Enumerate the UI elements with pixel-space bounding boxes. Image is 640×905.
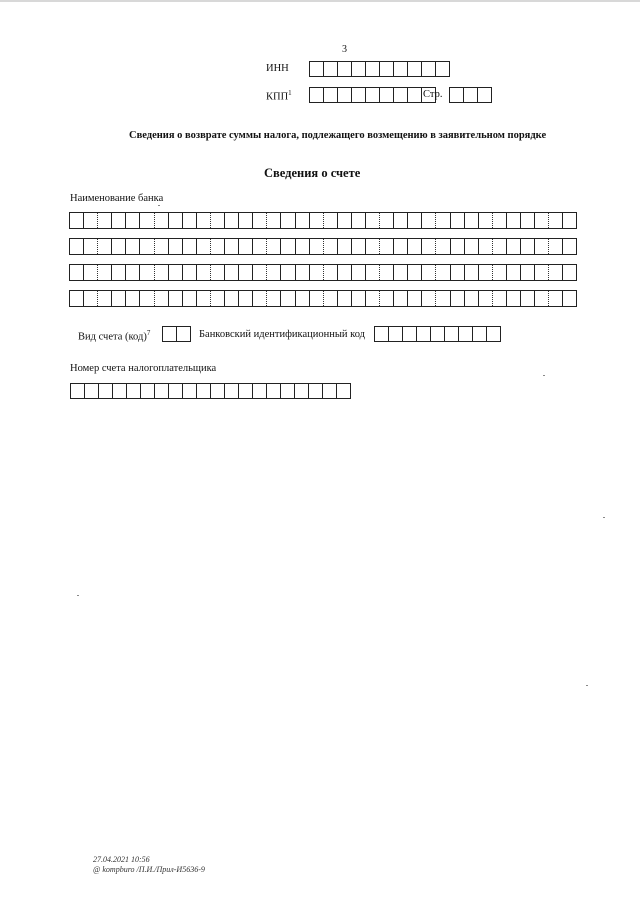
input-cell[interactable]	[407, 265, 421, 280]
scan-speck	[158, 205, 160, 206]
input-cell[interactable]	[393, 265, 407, 280]
input-cell[interactable]	[379, 62, 393, 76]
input-cell[interactable]	[520, 239, 534, 254]
input-cell[interactable]	[374, 327, 388, 341]
account-type-footnote: 7	[146, 329, 151, 337]
input-cell[interactable]	[210, 291, 224, 306]
input-cell[interactable]	[168, 239, 182, 254]
input-cell[interactable]	[111, 213, 125, 228]
input-cell[interactable]	[477, 88, 491, 102]
input-cell[interactable]	[309, 62, 323, 76]
input-cell[interactable]	[402, 327, 416, 341]
input-cell[interactable]	[472, 327, 486, 341]
input-cell[interactable]	[111, 291, 125, 306]
input-cell[interactable]	[252, 265, 266, 280]
input-cell[interactable]	[308, 384, 322, 398]
input-cell[interactable]	[168, 265, 182, 280]
input-cell[interactable]	[463, 88, 477, 102]
input-cell[interactable]	[111, 239, 125, 254]
input-cell[interactable]	[492, 291, 506, 306]
input-cell[interactable]	[562, 265, 576, 280]
input-cell[interactable]	[458, 327, 472, 341]
input-cell[interactable]	[407, 291, 421, 306]
input-cell[interactable]	[464, 291, 478, 306]
input-cell[interactable]	[295, 213, 309, 228]
input-cell[interactable]	[365, 88, 379, 102]
input-cell[interactable]	[224, 384, 238, 398]
input-cell[interactable]	[379, 88, 393, 102]
input-cell[interactable]	[444, 327, 458, 341]
input-cell[interactable]	[252, 239, 266, 254]
input-cell[interactable]	[323, 265, 337, 280]
input-cell[interactable]	[111, 265, 125, 280]
input-cell[interactable]	[154, 384, 168, 398]
scan-speck	[543, 375, 545, 376]
input-cell[interactable]	[295, 265, 309, 280]
bank-name-label: Наименование банка	[70, 193, 164, 204]
input-cell[interactable]	[534, 265, 548, 280]
input-cell[interactable]	[309, 213, 323, 228]
input-cell[interactable]	[224, 291, 238, 306]
input-cell[interactable]	[450, 213, 464, 228]
input-cell[interactable]	[478, 213, 492, 228]
section-title: Сведения о возврате суммы налога, подлежащего возмещению в заявительном порядке	[129, 130, 547, 141]
input-cell[interactable]	[154, 239, 168, 254]
input-cell[interactable]	[83, 239, 97, 254]
input-cell[interactable]	[139, 291, 153, 306]
input-cell[interactable]	[393, 88, 407, 102]
input-cell[interactable]	[238, 384, 252, 398]
input-cell[interactable]	[210, 239, 224, 254]
input-cell[interactable]	[140, 384, 154, 398]
input-cell[interactable]	[337, 239, 351, 254]
input-cell[interactable]	[154, 265, 168, 280]
input-cell[interactable]	[421, 239, 435, 254]
scan-speck	[586, 685, 588, 686]
input-cell[interactable]	[323, 62, 337, 76]
input-cell[interactable]	[182, 213, 196, 228]
account-type-field[interactable]	[162, 326, 191, 342]
input-cell[interactable]	[266, 239, 280, 254]
input-cell[interactable]	[323, 291, 337, 306]
input-cell[interactable]	[548, 265, 562, 280]
input-cell[interactable]	[139, 213, 153, 228]
kpp-field[interactable]	[309, 87, 436, 103]
input-cell[interactable]	[435, 265, 449, 280]
input-cell[interactable]	[351, 213, 365, 228]
page-number-field[interactable]	[449, 87, 492, 103]
input-cell[interactable]	[421, 213, 435, 228]
input-cell[interactable]	[506, 291, 520, 306]
input-cell[interactable]	[506, 239, 520, 254]
input-cell[interactable]	[252, 384, 266, 398]
input-cell[interactable]	[139, 239, 153, 254]
input-cell[interactable]	[337, 291, 351, 306]
input-cell[interactable]	[224, 239, 238, 254]
input-cell[interactable]	[309, 239, 323, 254]
input-cell[interactable]	[210, 384, 224, 398]
input-cell[interactable]	[182, 384, 196, 398]
input-cell[interactable]	[450, 239, 464, 254]
input-cell[interactable]	[238, 239, 252, 254]
page-marker: 3	[342, 44, 347, 55]
input-cell[interactable]	[407, 213, 421, 228]
scan-speck	[603, 517, 605, 518]
input-cell[interactable]	[337, 265, 351, 280]
input-cell[interactable]	[478, 291, 492, 306]
input-cell[interactable]	[365, 265, 379, 280]
input-cell[interactable]	[379, 213, 393, 228]
input-cell[interactable]	[435, 62, 449, 76]
input-cell[interactable]	[323, 239, 337, 254]
input-cell[interactable]	[351, 265, 365, 280]
input-cell[interactable]	[464, 213, 478, 228]
input-cell[interactable]	[196, 265, 210, 280]
account-number-field[interactable]	[70, 383, 351, 399]
input-cell[interactable]	[182, 291, 196, 306]
input-cell[interactable]	[407, 62, 421, 76]
input-cell[interactable]	[309, 265, 323, 280]
input-cell[interactable]	[238, 265, 252, 280]
input-cell[interactable]	[168, 291, 182, 306]
input-cell[interactable]	[69, 239, 83, 254]
account-type-label-wrap	[78, 329, 150, 343]
input-cell[interactable]	[379, 291, 393, 306]
input-cell[interactable]	[548, 291, 562, 306]
input-cell[interactable]	[210, 213, 224, 228]
input-cell[interactable]	[309, 88, 323, 102]
input-cell[interactable]	[393, 291, 407, 306]
input-cell[interactable]	[224, 213, 238, 228]
input-cell[interactable]	[84, 384, 98, 398]
input-cell[interactable]	[506, 265, 520, 280]
input-cell[interactable]	[224, 265, 238, 280]
input-cell[interactable]	[252, 213, 266, 228]
input-cell[interactable]	[562, 213, 576, 228]
input-cell[interactable]	[196, 291, 210, 306]
input-cell[interactable]	[280, 384, 294, 398]
input-cell[interactable]	[252, 291, 266, 306]
input-cell[interactable]	[562, 239, 576, 254]
input-cell[interactable]	[323, 213, 337, 228]
input-cell[interactable]	[388, 327, 402, 341]
input-cell[interactable]	[322, 384, 336, 398]
input-cell[interactable]	[176, 327, 190, 341]
input-cell[interactable]	[450, 291, 464, 306]
input-cell[interactable]	[125, 239, 139, 254]
input-cell[interactable]	[97, 239, 111, 254]
input-cell[interactable]	[365, 239, 379, 254]
input-cell[interactable]	[280, 291, 294, 306]
input-cell[interactable]	[97, 291, 111, 306]
input-cell[interactable]	[168, 213, 182, 228]
input-cell[interactable]	[407, 88, 421, 102]
input-cell[interactable]	[365, 213, 379, 228]
input-cell[interactable]	[112, 384, 126, 398]
inn-field[interactable]	[309, 61, 450, 77]
input-cell[interactable]	[280, 265, 294, 280]
account-number-label: Номер счета налогоплательщика	[70, 363, 217, 374]
bank-name-row-4[interactable]	[69, 290, 577, 307]
input-cell[interactable]	[450, 265, 464, 280]
input-cell[interactable]	[154, 213, 168, 228]
input-cell[interactable]	[70, 384, 84, 398]
input-cell[interactable]	[266, 213, 280, 228]
input-cell[interactable]	[492, 213, 506, 228]
input-cell[interactable]	[69, 291, 83, 306]
input-cell[interactable]	[486, 327, 500, 341]
account-type-label: Вид счета (код)	[78, 331, 147, 343]
input-cell[interactable]	[421, 291, 435, 306]
input-cell[interactable]	[97, 213, 111, 228]
input-cell[interactable]	[266, 291, 280, 306]
input-cell[interactable]	[238, 291, 252, 306]
input-cell[interactable]	[182, 265, 196, 280]
input-cell[interactable]	[351, 239, 365, 254]
bank-name-row-1[interactable]	[69, 212, 577, 229]
input-cell[interactable]	[98, 384, 112, 398]
kpp-footnote: 1	[288, 89, 292, 97]
input-cell[interactable]	[464, 265, 478, 280]
input-cell[interactable]	[126, 384, 140, 398]
input-cell[interactable]	[379, 239, 393, 254]
input-cell[interactable]	[139, 265, 153, 280]
input-cell[interactable]	[168, 384, 182, 398]
input-cell[interactable]	[351, 291, 365, 306]
input-cell[interactable]	[196, 384, 210, 398]
footer-source: @ kompburo /П.И./Прил-И5636-9	[93, 865, 205, 874]
input-cell[interactable]	[478, 265, 492, 280]
bank-name-row-3[interactable]	[69, 264, 577, 281]
input-cell[interactable]	[154, 291, 168, 306]
input-cell[interactable]	[351, 88, 365, 102]
input-cell[interactable]	[336, 384, 350, 398]
input-cell[interactable]	[351, 62, 365, 76]
input-cell[interactable]	[337, 88, 351, 102]
input-cell[interactable]	[393, 213, 407, 228]
input-cell[interactable]	[435, 291, 449, 306]
input-cell[interactable]	[393, 62, 407, 76]
input-cell[interactable]	[182, 239, 196, 254]
input-cell[interactable]	[416, 327, 430, 341]
input-cell[interactable]	[562, 291, 576, 306]
bic-label: Банковский идентификационный код	[199, 329, 366, 340]
input-cell[interactable]	[365, 62, 379, 76]
input-cell[interactable]	[520, 265, 534, 280]
input-cell[interactable]	[520, 213, 534, 228]
input-cell[interactable]	[492, 265, 506, 280]
input-cell[interactable]	[464, 239, 478, 254]
input-cell[interactable]	[435, 213, 449, 228]
input-cell[interactable]	[280, 239, 294, 254]
input-cell[interactable]	[478, 239, 492, 254]
input-cell[interactable]	[337, 62, 351, 76]
input-cell[interactable]	[196, 213, 210, 228]
bank-name-row-2[interactable]	[69, 238, 577, 255]
account-title: Сведения о счете	[264, 166, 361, 180]
input-cell[interactable]	[365, 291, 379, 306]
page-top-edge	[0, 0, 640, 2]
input-cell[interactable]	[421, 62, 435, 76]
input-cell[interactable]	[506, 213, 520, 228]
input-cell[interactable]	[534, 213, 548, 228]
input-cell[interactable]	[295, 291, 309, 306]
input-cell[interactable]	[196, 239, 210, 254]
input-cell[interactable]	[421, 265, 435, 280]
inn-label: ИНН	[266, 63, 289, 74]
input-cell[interactable]	[238, 213, 252, 228]
input-cell[interactable]	[492, 239, 506, 254]
input-cell[interactable]	[69, 265, 83, 280]
kpp-label: КПП	[266, 91, 289, 103]
footer	[93, 855, 205, 875]
input-cell[interactable]	[548, 213, 562, 228]
input-cell[interactable]	[337, 213, 351, 228]
scan-speck	[77, 595, 79, 596]
input-cell[interactable]	[97, 265, 111, 280]
page-number-label: Стр.	[423, 89, 443, 100]
input-cell[interactable]	[69, 213, 83, 228]
input-cell[interactable]	[83, 265, 97, 280]
input-cell[interactable]	[266, 265, 280, 280]
input-cell[interactable]	[534, 239, 548, 254]
input-cell[interactable]	[125, 291, 139, 306]
input-cell[interactable]	[125, 265, 139, 280]
bic-field[interactable]	[374, 326, 501, 342]
input-cell[interactable]	[430, 327, 444, 341]
input-cell[interactable]	[294, 384, 308, 398]
input-cell[interactable]	[162, 327, 176, 341]
input-cell[interactable]	[295, 239, 309, 254]
input-cell[interactable]	[323, 88, 337, 102]
input-cell[interactable]	[266, 384, 280, 398]
input-cell[interactable]	[309, 291, 323, 306]
input-cell[interactable]	[520, 291, 534, 306]
footer-timestamp: 27.04.2021 10:56	[93, 855, 150, 864]
input-cell[interactable]	[83, 213, 97, 228]
input-cell[interactable]	[125, 213, 139, 228]
input-cell[interactable]	[280, 213, 294, 228]
kpp-label-wrap	[266, 89, 292, 103]
input-cell[interactable]	[393, 239, 407, 254]
input-cell[interactable]	[449, 88, 463, 102]
input-cell[interactable]	[435, 239, 449, 254]
input-cell[interactable]	[210, 265, 224, 280]
input-cell[interactable]	[407, 239, 421, 254]
input-cell[interactable]	[548, 239, 562, 254]
input-cell[interactable]	[534, 291, 548, 306]
input-cell[interactable]	[379, 265, 393, 280]
input-cell[interactable]	[83, 291, 97, 306]
